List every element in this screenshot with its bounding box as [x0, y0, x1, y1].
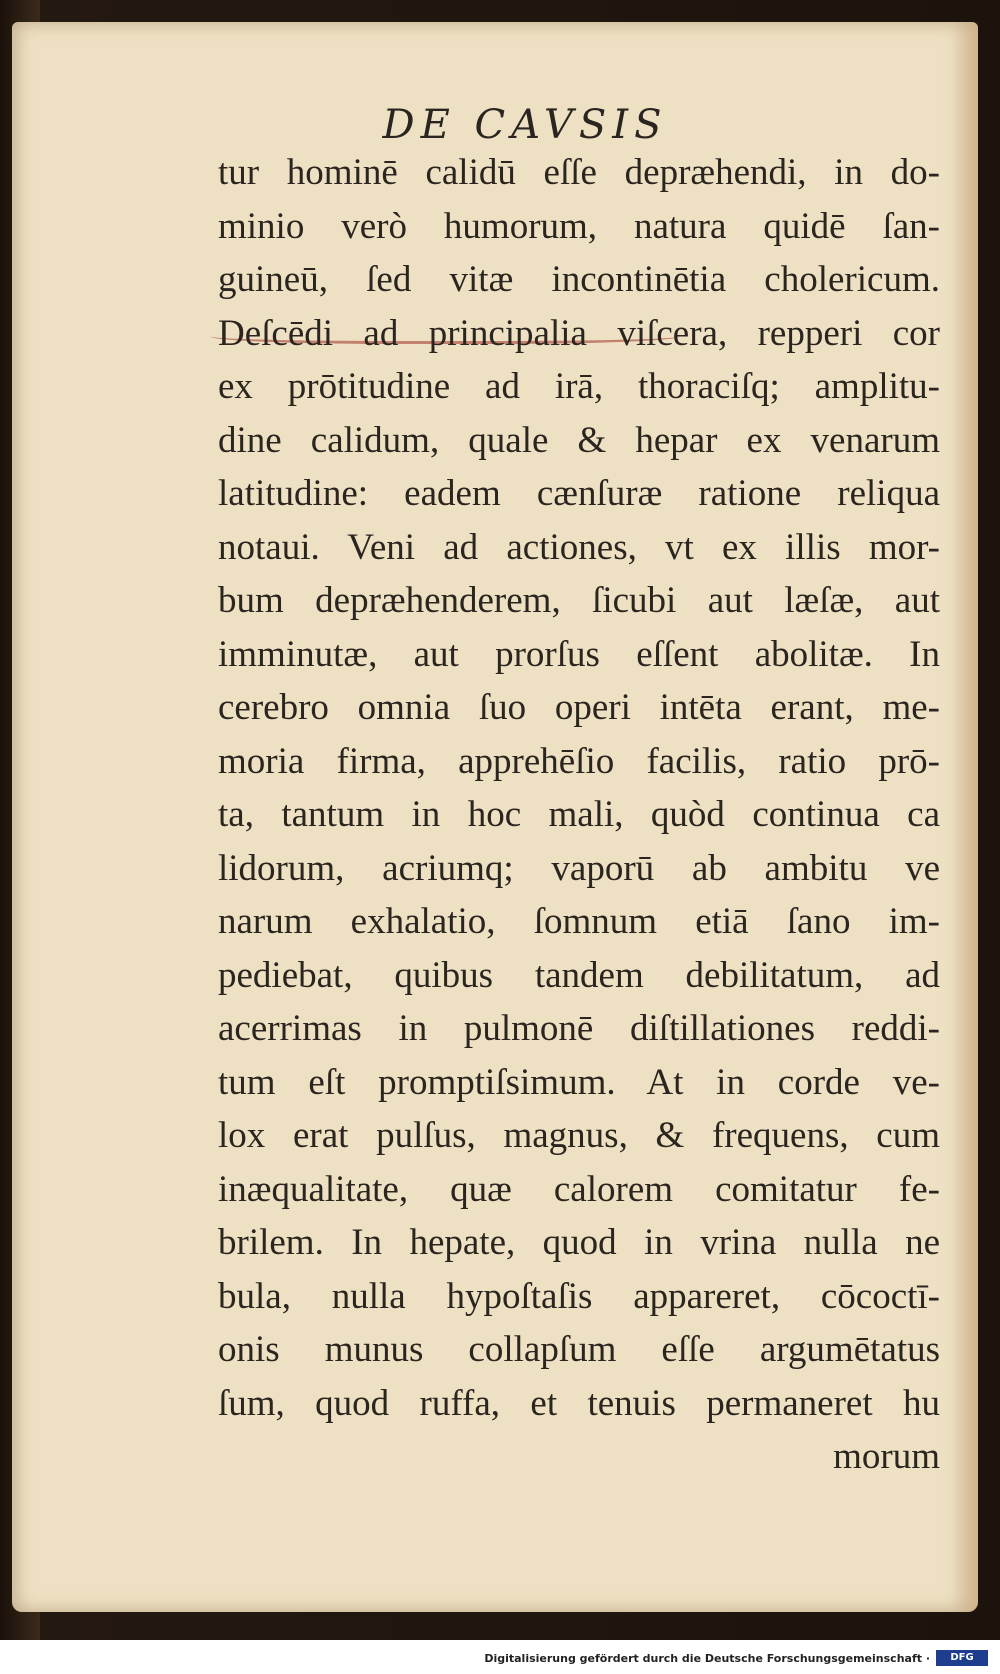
- text-line: bum depræhenderem, ſicubi aut læſæ, aut: [218, 580, 940, 621]
- text-line: ſum, quod ruffa, et tenuis permaneret hu: [218, 1382, 940, 1424]
- page-edge: [952, 22, 978, 1612]
- text-line: moria firma, apprehēſio facilis, ratio prō-: [218, 740, 940, 782]
- text-line: narum exhalatio, ſomnum etiā ſano im-: [218, 901, 940, 942]
- text-line: imminutæ, aut prorſus eſſent abolitæ. In: [218, 633, 940, 675]
- text-line: tum eſt promptiſsimum. At in corde ve-: [218, 1061, 940, 1103]
- text-line: brilem. In hepate, quod in vrina nulla ne: [218, 1222, 940, 1263]
- body-text: [218, 146, 940, 1484]
- text-line: bula, nulla hypoſtaſis appareret, cōcoctī-: [218, 1275, 940, 1317]
- dfg-logo: DFG: [936, 1650, 988, 1666]
- text-line: minio verò humorum, natura quidē ſan-: [218, 205, 940, 247]
- text-line: acerrimas in pulmonē diſtillationes reddi-: [218, 1008, 940, 1049]
- text-line: cerebro omnia ſuo operi intēta erant, me-: [218, 687, 940, 728]
- text-line: ex prōtitudine ad irā, thoraciſq; amplitu-: [218, 366, 940, 407]
- text-line: guineū, ſed vitæ incontinētia cholericum.: [218, 259, 940, 300]
- text-line: lox erat pulſus, magnus, & frequens, cum: [218, 1115, 940, 1156]
- text-line: onis munus collapſum eſſe argumētatus: [218, 1329, 940, 1370]
- text-line: inæqualitate, quæ calorem comitatur fe-: [218, 1168, 940, 1210]
- catchword: morum: [833, 1436, 940, 1477]
- text-line: ta, tantum in hoc mali, quòd continua ca: [218, 794, 940, 835]
- text-line: lidorum, acriumq; vaporū ab ambitu ve: [218, 847, 940, 889]
- digitization-credit: Digitalisierung gefördert durch die Deutsche Forschungsgemeinschaft ·: [484, 1652, 930, 1665]
- text-line: notaui. Veni ad actiones, vt ex illis mor-: [218, 526, 940, 568]
- running-head: DE CAVSIS: [382, 102, 668, 148]
- text-line: dine calidum, quale & hepar ex venarum: [218, 419, 940, 461]
- text-line: Deſcēdi ad principalia viſcera, repperi cor: [218, 312, 940, 354]
- text-line: latitudine: eadem cænſuræ ratione reliqua: [218, 473, 940, 514]
- text-line: tur hominē calidū eſſe depræhendi, in do-: [218, 152, 940, 193]
- text-line: pediebat, quibus tandem debilitatum, ad: [218, 954, 940, 996]
